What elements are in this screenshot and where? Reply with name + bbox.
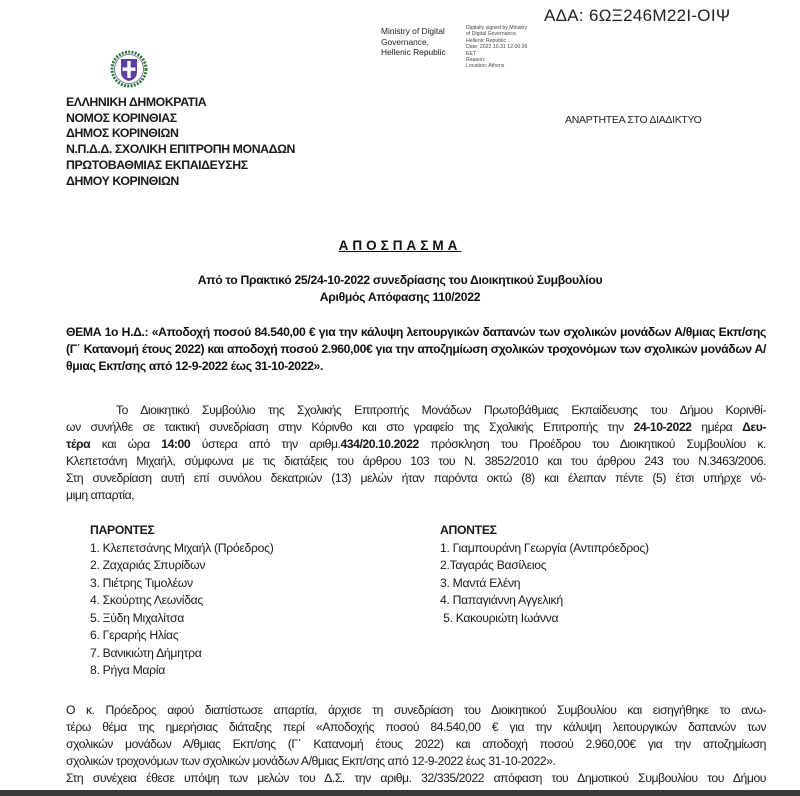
member-item: 2.Ταγαράς Βασίλειος: [440, 558, 547, 572]
meeting-date: 24-10-2022: [633, 420, 692, 434]
decision-number: Αριθμός Απόφασης 110/2022: [319, 290, 481, 304]
meeting-day: Δευ-: [742, 420, 766, 434]
signature-details: [466, 25, 546, 70]
text-run: ων συνήλθε σε τακτική συνεδρίαση στην Κόρινθο και στο γραφείο της Σχολικής Επιτροπής την: [66, 420, 634, 434]
paragraph-line: σχολικών μονάδων Α/θμιας Εκπ/σης (Γ΄ Κατανομή έτους 2022) και αποδοχή ποσού 2.960,00€ για την αποζημίωση: [66, 737, 766, 751]
paragraph-line: Στη συνεδρίαση αυτή επί συνόλου δεκατριών (13) μελών ήταν παρόντα οκτώ (8) και έλειπαν πέντε (5) έτσι υπήρχε νό-: [66, 471, 766, 485]
signature-org-line: Hellenic Republic: [381, 47, 446, 57]
publish-note: ΑΝΑΡΤΗΤΕΑ ΣΤΟ ΔΙΑΔΙΚΤΥΟ: [565, 114, 702, 126]
signature-org-line: Ministry of Digital: [381, 26, 445, 36]
signature-org-line: Governance,: [381, 36, 429, 47]
member-item: 7. Βανικιώτη Δήμητρα: [90, 645, 202, 660]
header-line: Ν.Π.Δ.Δ. ΣΧΟΛΙΚΗ ΕΠΙΤΡΟΠΗ ΜΟΝΑΔΩΝ: [66, 142, 296, 157]
paragraph-line: σχολικών τροχονόμων των σχολικών μονάδων Α/θμιας Εκπ/σης από 12-9-2022 έως 31-10-2022».: [66, 754, 556, 768]
minutes-reference: Από το Πρακτικό 25/24-10-2022 συνεδρίασης του Διοικητικού Συμβουλίου: [197, 273, 603, 287]
header-line: ΔΗΜΟΥ ΚΟΡΙΝΘΙΩΝ: [66, 173, 179, 188]
paragraph-line: [66, 436, 766, 453]
member-item: 3. Μαντά Ελένη: [440, 575, 521, 590]
header-line: ΔΗΜΟΣ ΚΟΡΙΝΘΙΩΝ: [66, 126, 179, 141]
member-item: 1. Κλεπετσάνης Μιχαήλ (Πρόεδρος): [90, 540, 274, 555]
meeting-time: 14:00: [161, 437, 191, 451]
document-title: ΑΠΟΣΠΑΣΜΑ: [338, 238, 462, 253]
greek-coat-of-arms-icon: [110, 50, 148, 88]
present-members: [90, 522, 273, 680]
paragraph-line: τέρω θέμα της ημερήσιας διάταξης περί «Αποδοχής ποσού 84.540,00 € για την κάλυψη λειτουργικών δαπανών των: [66, 720, 766, 734]
invitation-number: 434/20.10.2022: [340, 437, 419, 451]
ada-code: ΑΔΑ: 6ΩΞ246Μ22Ι-ΟΙΨ: [544, 6, 731, 25]
issuer-header: [66, 95, 295, 189]
paragraph-line: μιμη απαρτία,: [66, 488, 135, 502]
member-item: 1. Γιαμπουράνη Γεωργία (Αντιπρόεδρος): [440, 540, 649, 555]
present-list: [90, 540, 273, 680]
paragraph-line: Το Διοικητικό Συμβούλιο της Σχολικής Επιτροπής Μονάδων Πρωτοβάθμιας Εκπαίδευσης του Δήμου Κορινθί-: [116, 403, 766, 417]
paragraph-line: [66, 419, 766, 436]
proceedings-paragraph: [66, 702, 766, 787]
meeting-day: τέρα: [66, 437, 91, 451]
text-run: και ώρα: [90, 437, 162, 451]
member-item: 5. Ξύδη Μιχαλίτσα: [90, 610, 184, 625]
meeting-paragraph: [66, 402, 766, 504]
header-line: ΕΛΛΗΝΙΚΗ ΔΗΜΟΚΡΑΤΙΑ: [66, 95, 207, 109]
absent-heading: ΑΠΟΝΤΕΣ: [440, 523, 497, 537]
signature-detail-line: EET: [466, 50, 477, 57]
document-subtitle: [0, 272, 800, 306]
paragraph-line: Ο κ. Πρόεδρος αφού διαπίστωσε απαρτία, άρχισε τη συνεδρίαση του Διοικητικού Συμβουλίου και εισηγήθηκε το ανω-: [66, 703, 766, 717]
absent-members: [440, 522, 649, 627]
text-run: πρόσκληση του Προέδρου του Διοικητικού Συμβουλίου κ.: [418, 437, 766, 451]
text-run: ημέρα: [691, 420, 743, 434]
absent-list: [440, 540, 649, 628]
signature-detail-line: Reason:: [466, 57, 486, 64]
paragraph-line: Κλεπετσάνη Μιχαήλ, σύμφωνα με τις διατάξεις του άρθρου 103 του Ν. 3852/2010 και του άρθρου 243 του Ν.3463/2006.: [66, 454, 766, 468]
signature-detail-line: of Digital Governance,: [466, 31, 518, 38]
present-heading: ΠΑΡΟΝΤΕΣ: [90, 523, 155, 537]
signature-detail-line: Date: 2022.10.31 12:00:26: [466, 44, 528, 51]
signature-detail-line: Hellenic Republic: [466, 37, 507, 44]
header-line: ΠΡΩΤΟΒΑΘΜΙΑΣ ΕΚΠΑΙΔΕΥΣΗΣ: [66, 157, 248, 172]
member-item: 2. Ζαχαριάς Σπυρίδων: [90, 558, 206, 572]
paragraph-line: Στη συνέχεια έθεσε υπόψη των μελών του Δ.Σ. την αριθμ. 32/335/2022 απόφαση του Δημοτικού Συμβουλίου του Δήμου: [66, 771, 766, 785]
member-item: 4. Παπαγιάννη Αγγελική: [440, 593, 563, 607]
member-item: 6. Γεραρής Ηλίας: [90, 628, 179, 642]
member-item: 8. Ρήγα Μαρία: [90, 663, 165, 677]
signature-detail-line: Digitally signed by Ministry: [466, 25, 528, 31]
header-line: ΝΟΜΟΣ ΚΟΡΙΝΘΙΑΣ: [66, 110, 177, 125]
member-item: 5. Κακουριώτη Ιωάννα: [440, 610, 559, 625]
member-item: 3. Πιέτρης Τιμολέων: [90, 575, 193, 590]
page-bottom-edge: [0, 790, 800, 796]
signature-detail-line: Location: Athens: [466, 63, 505, 70]
subject: ΘΕΜΑ 1ο Η.Δ.: «Αποδοχή ποσού 84.540,00 € για την κάλυψη λειτουργικών δαπανών των σχολικών μονάδων Α/θμιας Εκπ/σης (Γ΄ Κατανομή έτους 2022) και αποδοχή ποσού 2.960,00€ για την αποζημίωση σχολικών τροχονόμων των σχολικών μονάδων Α/θμιας Εκπ/σης από 12-9-2022 έως 31-10-2022».: [66, 325, 766, 373]
text-run: ύστερα από την αριθμ.: [190, 437, 341, 451]
member-item: 4. Σκούρτης Λεωνίδας: [90, 593, 204, 607]
